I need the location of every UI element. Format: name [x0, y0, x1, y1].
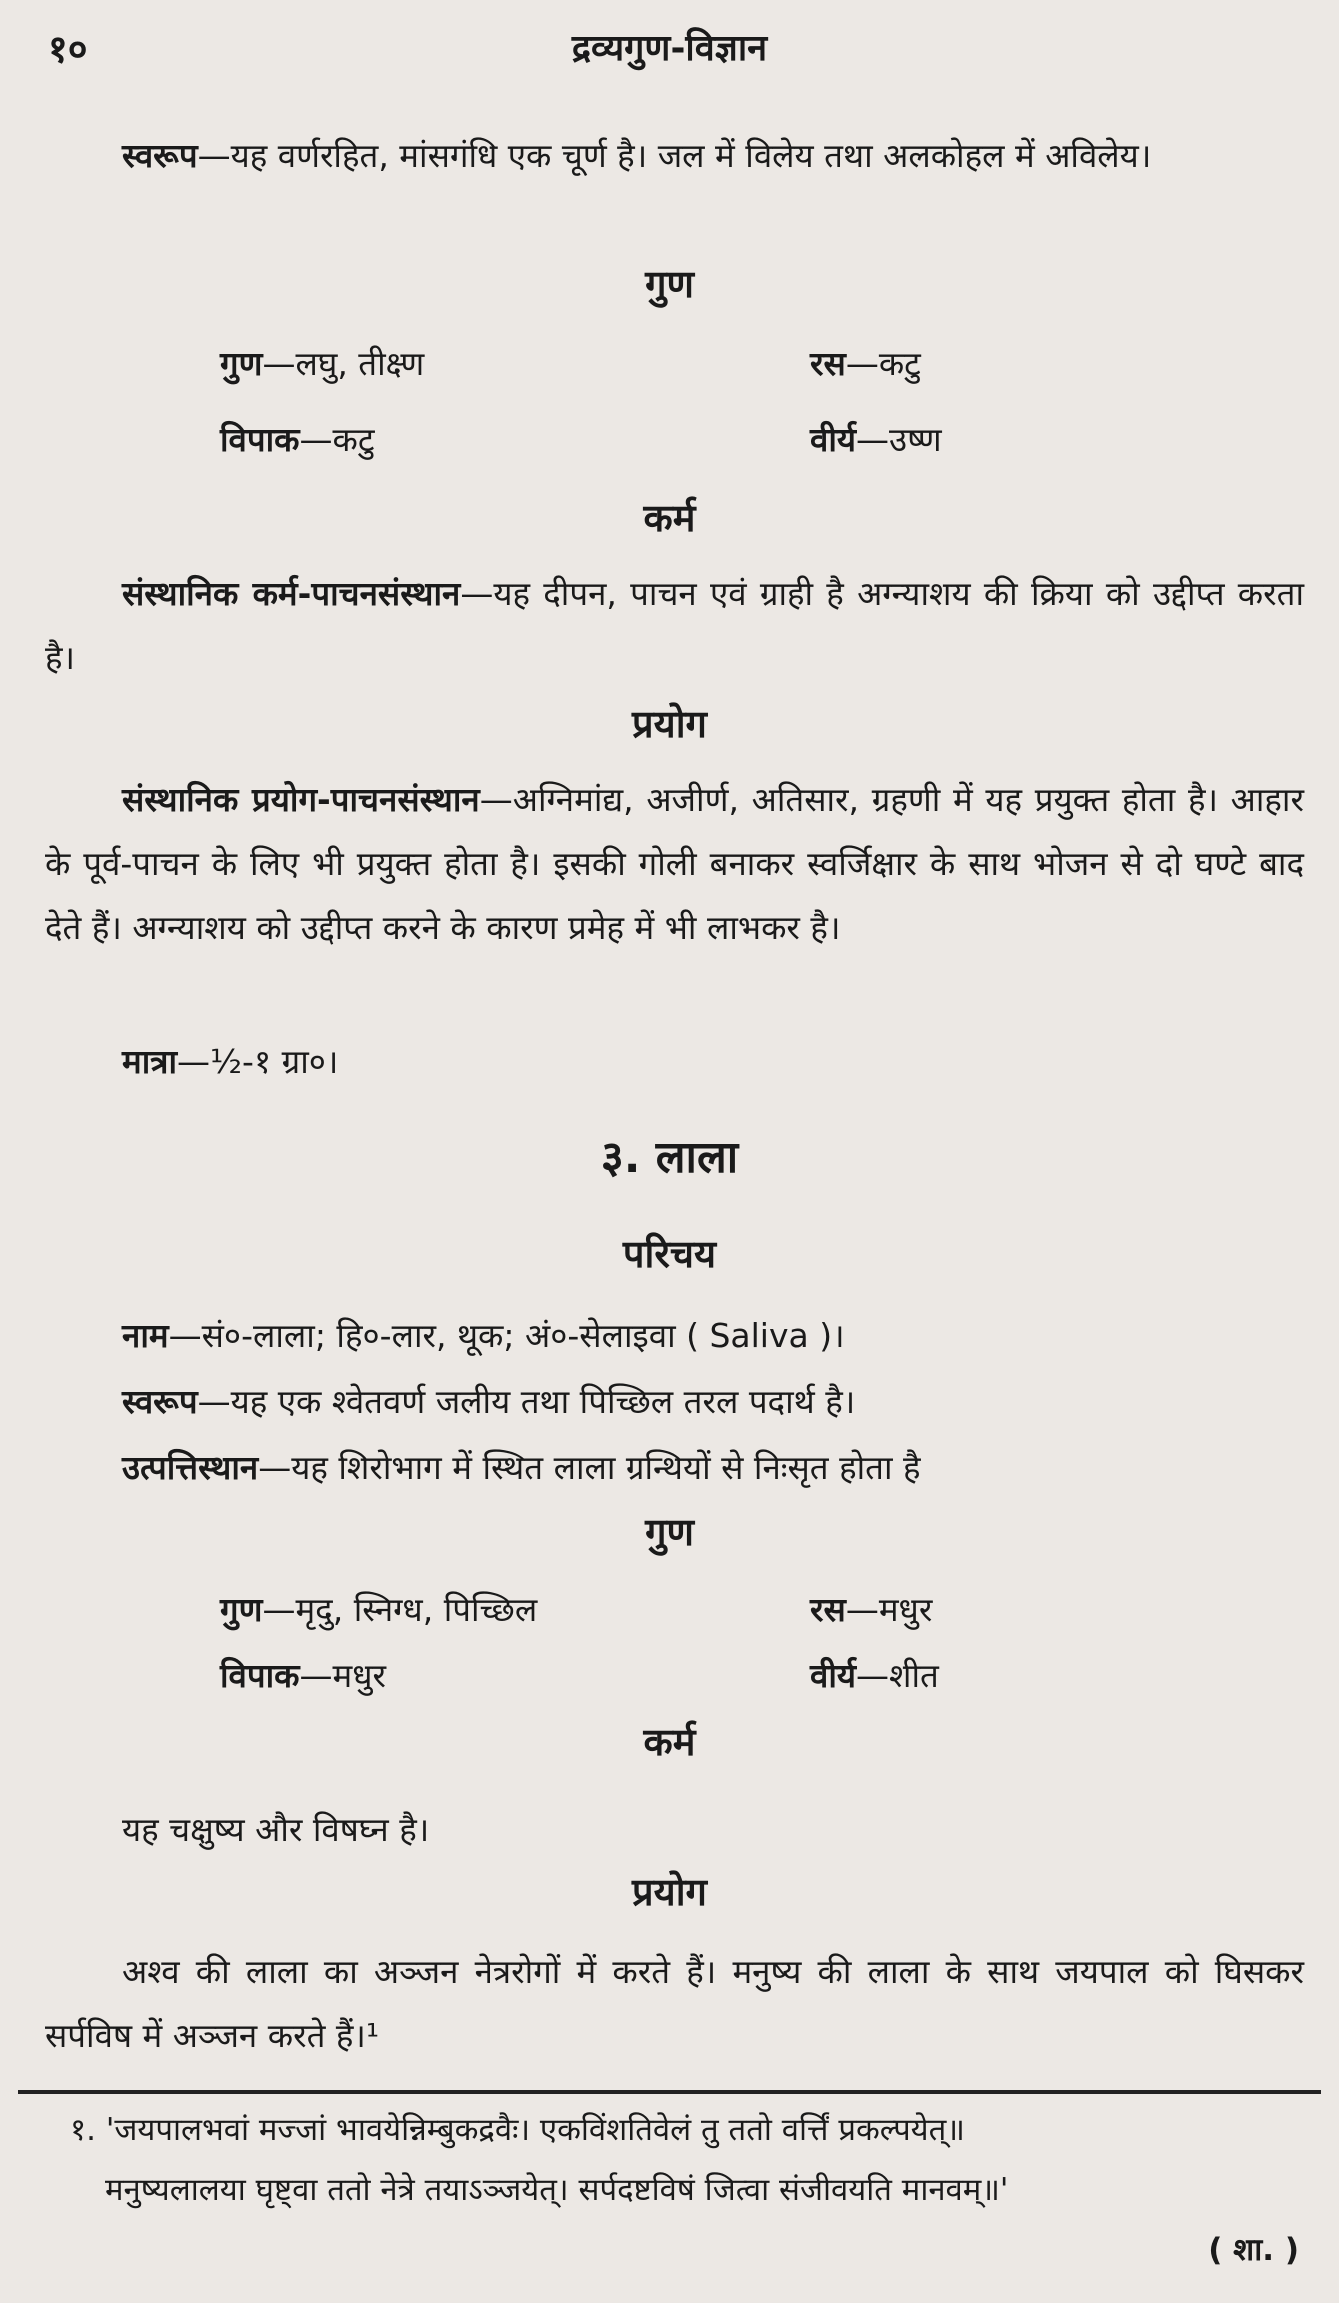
karma2-text: यह चक्षुष्य और विषघ्न है। — [122, 1810, 430, 1849]
virya-value: —उष्ण — [856, 420, 942, 459]
vipaka-row — [220, 416, 375, 461]
guna2-value: —मृदु, स्निग्ध, पिच्छिल — [262, 1590, 538, 1629]
guna-value: —लघु, तीक्ष्ण — [262, 344, 425, 383]
footnote-line-2: मनुष्यलालया घृष्ट्वा ततो नेत्रे तयाऽञ्जयेत्। सर्पदष्टविषं जित्वा संजीवयति मानवम्॥' — [105, 2172, 1009, 2208]
footnote-line-1: १. 'जयपालभवां मज्जां भावयेन्निम्बुकद्रवैः। एकविंशतिवेलं तु ततो वर्त्तिं प्रकल्पयेत्॥ — [70, 2112, 965, 2148]
virya2-label: वीर्य — [810, 1656, 857, 1695]
guna2-row — [220, 1586, 537, 1631]
virya-label: वीर्य — [810, 420, 857, 459]
section-title-lala: ३. लाला — [600, 1132, 739, 1183]
naam-row — [122, 1312, 845, 1357]
rasa2-row — [810, 1586, 932, 1631]
utpatti-value: —यह शिरोभाग में स्थित लाला ग्रन्थियों से निःसृत होता है — [258, 1448, 921, 1487]
rasa-row — [810, 340, 921, 385]
swaroop2-value: —यह एक श्वेतवर्ण जलीय तथा पिच्छिल तरल पदार्थ है। — [197, 1382, 856, 1421]
rasa-label: रस — [810, 344, 846, 383]
prayoga2-text: अश्व की लाला का अञ्जन नेत्ररोगों में करते हैं। मनुष्य की लाला के साथ जयपाल को घिसकर सर्पविष में अञ्जन करते हैं।¹ — [45, 1952, 1304, 2055]
naam-label: नाम — [122, 1316, 169, 1355]
swaroop-label: स्वरूप — [122, 136, 198, 175]
naam-value: —सं०-लाला; हि०-लार, थूक; अं०-सेलाइवा ( Saliva )। — [168, 1316, 845, 1355]
guna-label: गुण — [220, 344, 263, 383]
karma-paragraph — [45, 562, 1304, 690]
utpatti-row — [122, 1444, 921, 1489]
vipaka-value: —कटु — [299, 420, 375, 459]
karma-text: —यह दीपन, पाचन एवं ग्राही है अग्न्याशय की क्रिया को उद्दीप्त करता है। — [45, 574, 1304, 677]
karma-heading: कर्म — [643, 496, 696, 540]
matra-label: मात्रा — [122, 1042, 178, 1081]
virya2-value: —शीत — [856, 1656, 939, 1695]
prayoga-text: —अग्निमांद्य, अजीर्ण, अतिसार, ग्रहणी में यह प्रयुक्त होता है। आहार के पूर्व-पाचन के लिए भी प्रयुक्त होता है। इसकी गोली बनाकर स्वर्जिक्षार के साथ भोजन से दो घण्टे बाद देते हैं। अग्न्याशय को उद्दीप्त करने के कारण प्रमेह में भी लाभकर है। — [45, 780, 1304, 947]
running-title: द्रव्यगुण-विज्ञान — [571, 28, 768, 69]
prayoga-label: संस्थानिक प्रयोग-पाचनसंस्थान — [122, 780, 480, 819]
vipaka2-value: —मधुर — [299, 1656, 387, 1695]
footnote-source: ( शा. ) — [1208, 2232, 1299, 2268]
swaroop2-label: स्वरूप — [122, 1382, 198, 1421]
swaroop2-row — [122, 1378, 855, 1423]
rasa-value: —कटु — [845, 344, 921, 383]
utpatti-label: उत्पत्तिस्थान — [122, 1448, 259, 1487]
guna2-heading: गुण — [645, 1510, 694, 1554]
guna-heading: गुण — [645, 262, 694, 306]
vipaka2-label: विपाक — [220, 1656, 300, 1695]
guna-row — [220, 340, 424, 385]
matra-row — [122, 1038, 338, 1083]
page-number: १० — [48, 27, 88, 71]
virya-row — [810, 416, 942, 461]
karma-label: संस्थानिक कर्म-पाचनसंस्थान — [122, 574, 461, 613]
swaroop-text: —यह वर्णरहित, मांसगंधि एक चूर्ण है। जल में विलेय तथा अलकोहल में अविलेय। — [197, 136, 1152, 175]
swaroop-paragraph — [45, 124, 1304, 188]
karma2-heading: कर्म — [643, 1720, 696, 1764]
parichay-heading: परिचय — [622, 1232, 717, 1276]
prayoga-paragraph — [45, 768, 1304, 960]
guna2-label: गुण — [220, 1590, 263, 1629]
prayoga2-heading: प्रयोग — [632, 1870, 707, 1914]
rasa2-label: रस — [810, 1590, 846, 1629]
vipaka-label: विपाक — [220, 420, 300, 459]
rasa2-value: —मधुर — [845, 1590, 933, 1629]
prayoga-heading: प्रयोग — [632, 702, 707, 746]
matra-value: —½-१ ग्रा०। — [177, 1042, 339, 1081]
virya2-row — [810, 1652, 939, 1697]
footnote-divider — [18, 2090, 1321, 2094]
vipaka2-row — [220, 1652, 386, 1697]
